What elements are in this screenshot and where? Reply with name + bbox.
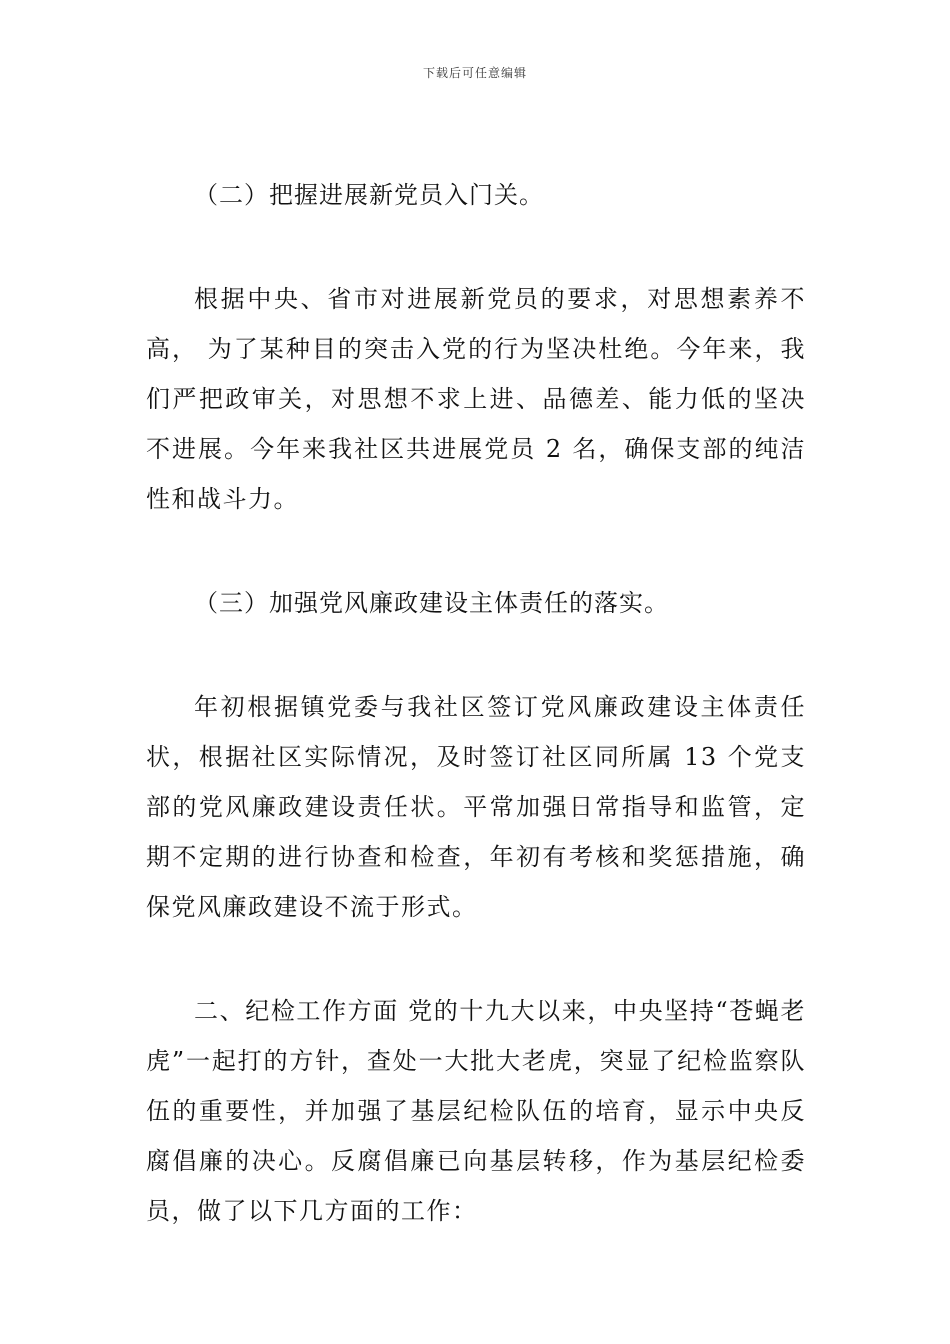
closing-paragraph: 二、纪检工作方面 党的十九大以来，中央坚持“苍蝇老虎”一起打的方针，查处一大批大老虎，突显了纪检监察队伍的重要性，并加强了基层纪检队伍的培育，显示中央反腐倡廉的决心。反腐倡廉已向基层转移，作为基层纪检委员，做了以下几方面的工作： [146, 997, 806, 1225]
spacer [146, 628, 806, 682]
page-header-note: 下载后可任意编辑 [422, 66, 527, 80]
spacer [146, 932, 806, 986]
section-paragraph-2: 根据中央、省市对进展新党员的要求，对思想素养不高， 为了某种目的突击入党的行为坚决杜绝。今年来，我们严把政审关，对思想不求上进、品德差、能力低的坚决不进展。今年来我社区共进展党员 2 名，确保支部的纯洁性和战斗力。 [146, 285, 806, 513]
spacer [146, 220, 806, 274]
section-paragraph-3: 年初根据镇党委与我社区签订党风廉政建设主体责任状，根据社区实际情况，及时签订社区同所属 13 个党支部的党风廉政建设责任状。平常加强日常指导和监管，定期不定期的进行协查和检查，年初有考核和奖惩措施，确保党风廉政建设不流于形式。 [146, 693, 806, 921]
section-heading-2: （二）把握进展新党员入门关。 [194, 181, 544, 209]
spacer [146, 524, 806, 578]
document-body [146, 170, 806, 1236]
section-heading-3: （三）加强党风廉政建设主体责任的落实。 [194, 589, 669, 617]
